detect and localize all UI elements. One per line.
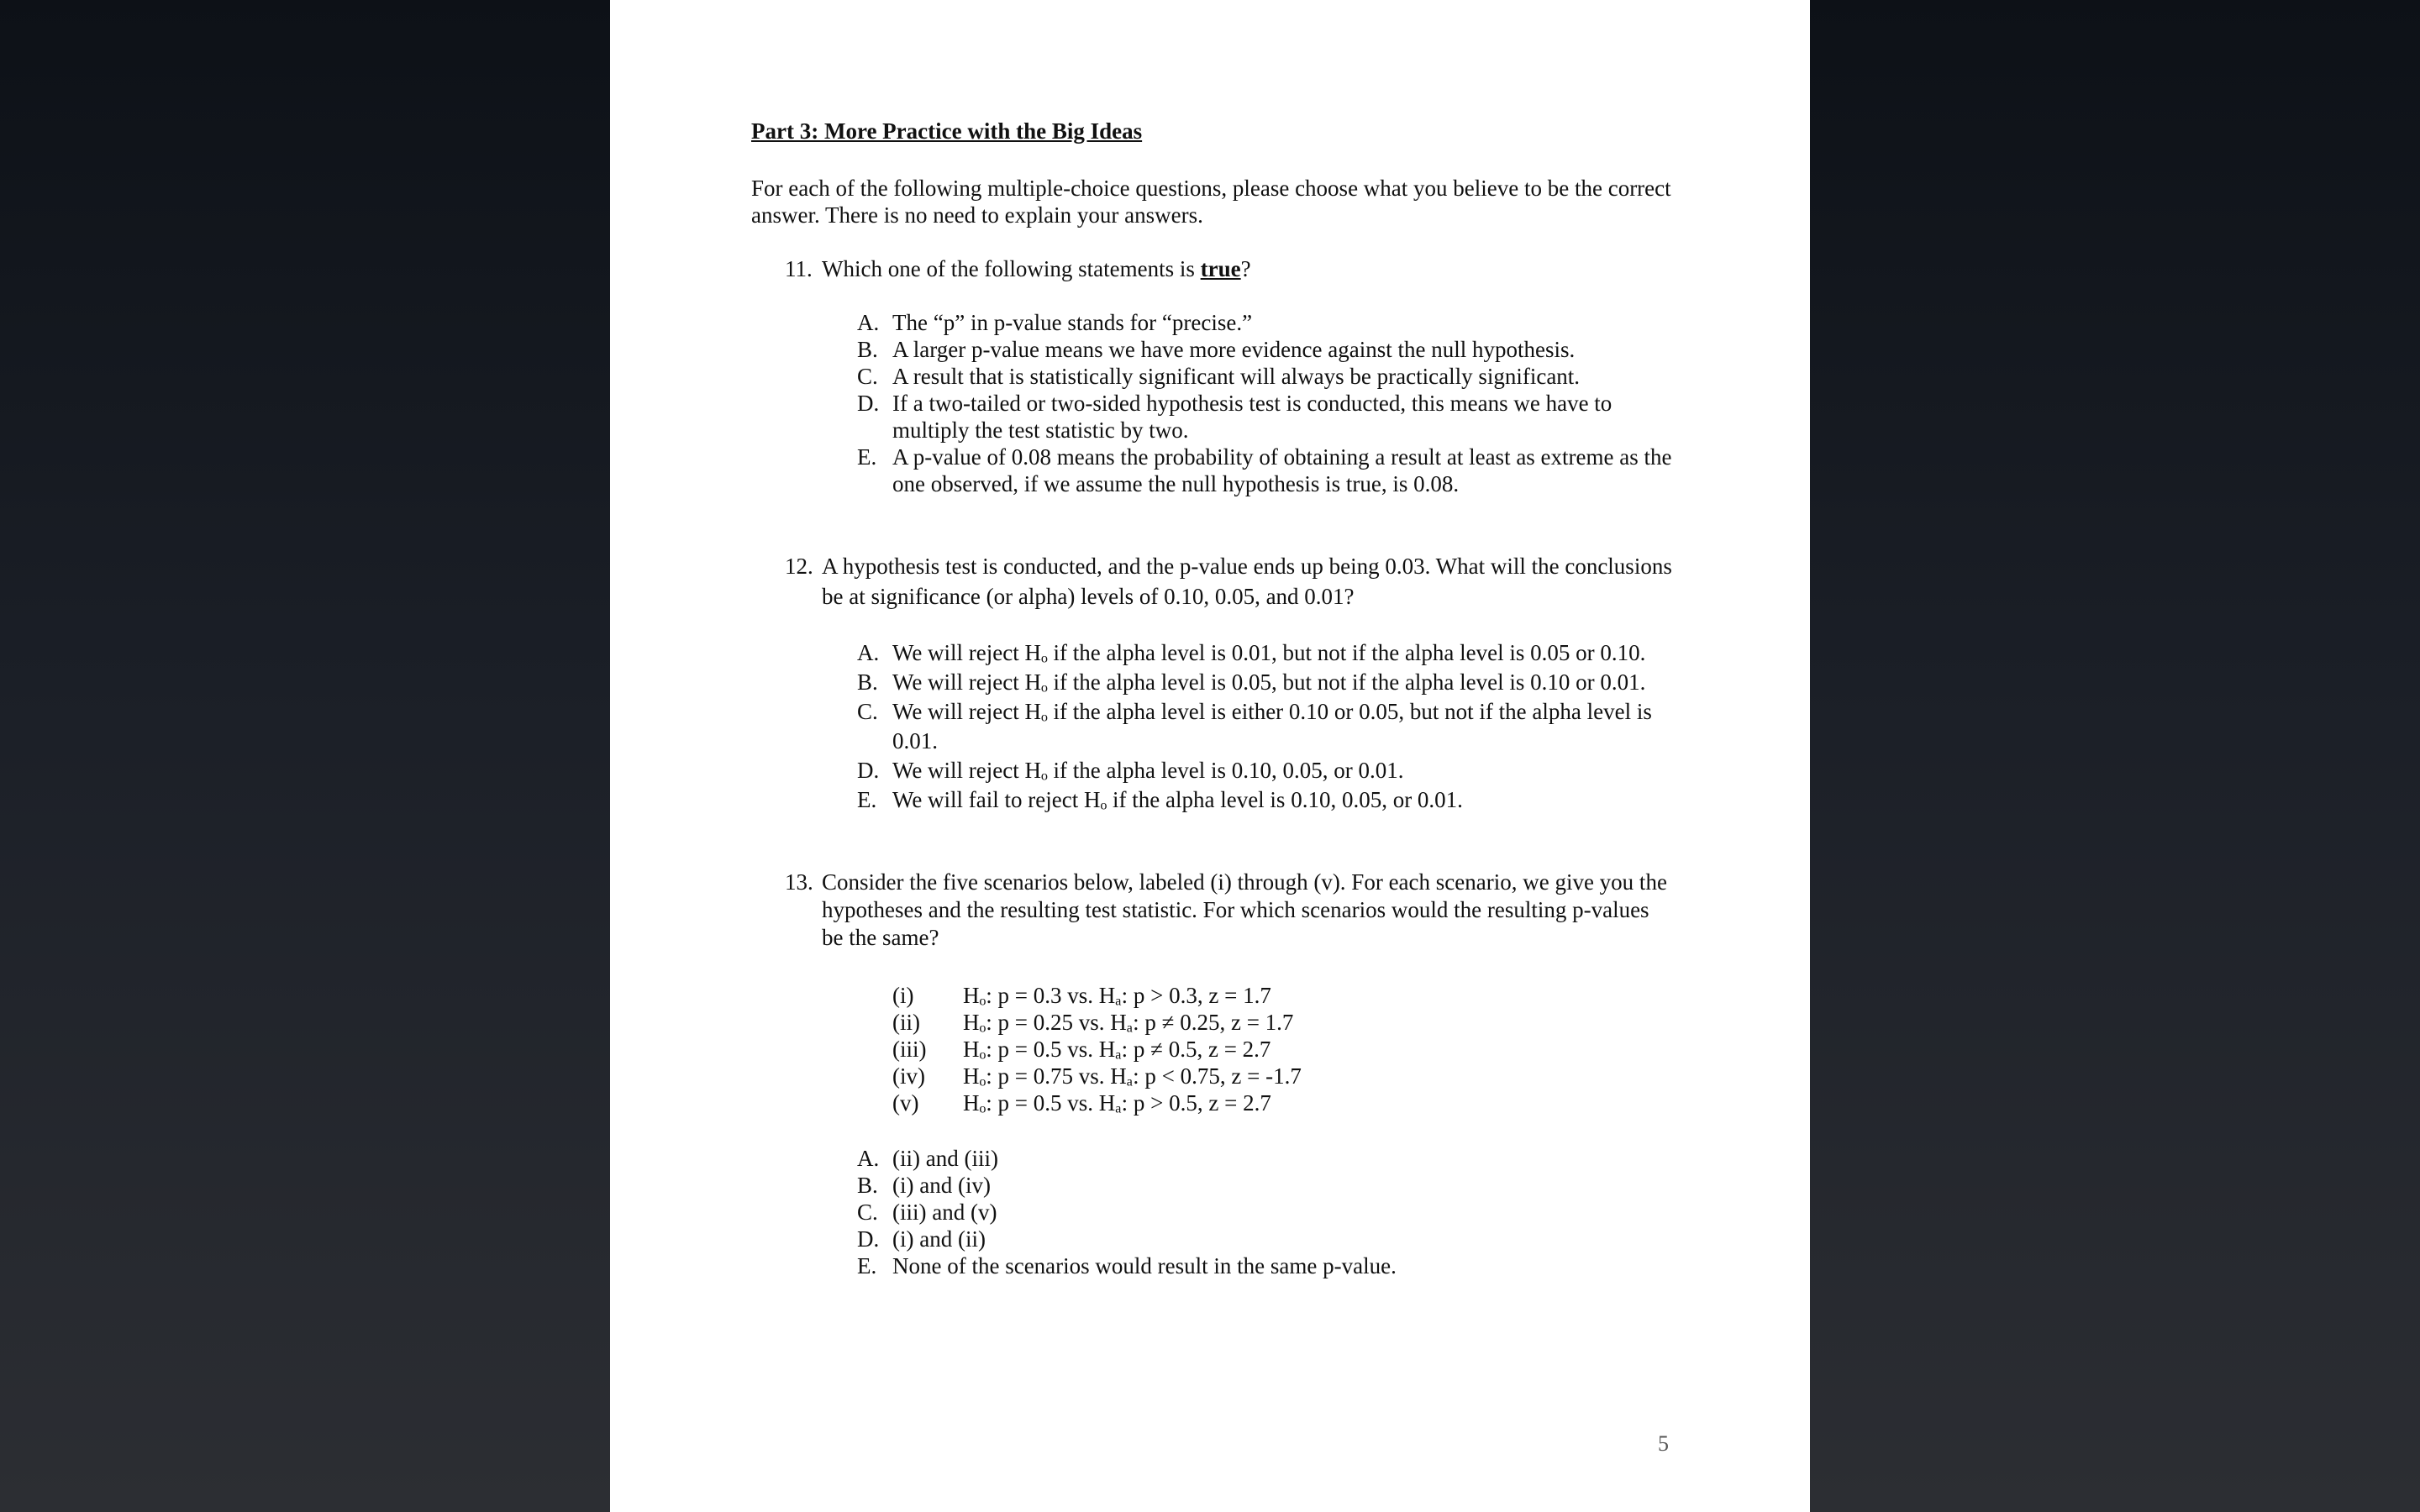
choice-text: (i) and (iv) [892,1173,991,1198]
question-text-post: ? [1240,256,1251,281]
scenario-item [751,1089,1676,1116]
scenario-text: Hₒ: p = 0.3 vs. Hₐ: p > 0.3, z = 1.7 [963,983,1271,1008]
scenario-number: (iii) [892,1037,927,1062]
choice-item [751,390,1676,444]
choice-letter: C. [857,364,878,389]
choice-letter: A. [857,1146,880,1171]
page-number: 5 [1658,1431,1669,1456]
choice-text: (iii) and (v) [892,1200,997,1225]
choice-item [751,1145,1676,1172]
question-text: A hypothesis test is conducted, and the p-value ends up being 0.03. What will the conclusions be at significance (or alpha) levels of 0.10, 0.05, and 0.01? [822,554,1672,609]
question-text-pre: Which one of the following statements is [822,256,1201,281]
intro-paragraph: For each of the following multiple-choice questions, please choose what you believe to be the correct answer. There is no need to explain your answers. [751,176,1671,228]
choice-item [751,638,1676,668]
scenario-text: Hₒ: p = 0.5 vs. Hₐ: p ≠ 0.5, z = 2.7 [963,1037,1271,1062]
choice-text: (ii) and (iii) [892,1146,998,1171]
scenario-item [751,1063,1676,1089]
choice-text: We will reject Hₒ if the alpha level is either 0.10 or 0.05, but not if the alpha level is 0.01. [892,699,1652,753]
choice-letter: D. [857,758,880,783]
choice-text: A p-value of 0.08 means the probability of obtaining a result at least as extreme as the one observed, if we assume the null hypothesis is true, is 0.08. [892,444,1672,496]
choice-item [751,697,1676,756]
scenario-text: Hₒ: p = 0.25 vs. Hₐ: p ≠ 0.25, z = 1.7 [963,1010,1294,1035]
question-number: 12. [785,554,813,579]
choice-item [751,444,1676,497]
choice-letter: C. [857,1200,878,1225]
scenario-item [751,1009,1676,1036]
document-page [610,0,1810,1512]
question-11 [751,255,1676,282]
scenario-number: (ii) [892,1010,920,1035]
choice-letter: B. [857,669,878,695]
question-12-choices [751,638,1676,815]
scenario-number: (i) [892,983,914,1008]
choice-letter: D. [857,391,880,416]
choice-item [751,1252,1676,1279]
choice-letter: E. [857,444,877,470]
choice-letter: E. [857,787,877,812]
question-number: 11. [785,256,813,281]
choice-item [751,668,1676,697]
scenario-item [751,1036,1676,1063]
choice-item [751,1172,1676,1199]
scenario-number: (iv) [892,1063,925,1089]
choice-item [751,1199,1676,1226]
choice-item [751,363,1676,390]
choice-text: If a two-tailed or two-sided hypothesis test is conducted, this means we have to multiply the test statistic by two. [892,391,1612,443]
question-13-choices [751,1145,1676,1279]
choice-item [751,309,1676,336]
question-11-choices [751,309,1676,497]
scenario-text: Hₒ: p = 0.5 vs. Hₐ: p > 0.5, z = 2.7 [963,1090,1271,1116]
question-text: Consider the five scenarios below, labeled (i) through (v). For each scenario, we give you the hypotheses and the resulting test statistic. For which scenarios would the resulting p-values be the same? [822,869,1667,950]
question-emphasis: true [1200,256,1241,281]
choice-text: We will reject Hₒ if the alpha level is 0.10, 0.05, or 0.01. [892,758,1404,783]
choice-letter: E. [857,1253,877,1278]
choice-letter: B. [857,1173,878,1198]
choice-text: We will reject Hₒ if the alpha level is 0.01, but not if the alpha level is 0.05 or 0.10. [892,640,1646,665]
scenario-list [751,982,1676,1116]
choice-text: A larger p-value means we have more evidence against the null hypothesis. [892,337,1576,362]
choice-text: We will reject Hₒ if the alpha level is 0.05, but not if the alpha level is 0.10 or 0.01. [892,669,1646,695]
choice-letter: D. [857,1226,880,1252]
question-13 [751,869,1676,952]
choice-item [751,1226,1676,1252]
choice-text: We will fail to reject Hₒ if the alpha level is 0.10, 0.05, or 0.01. [892,787,1463,812]
choice-item [751,785,1676,815]
choice-letter: A. [857,640,880,665]
choice-letter: A. [857,310,880,335]
choice-text: A result that is statistically significant will always be practically significant. [892,364,1581,389]
choice-text: The “p” in p-value stands for “precise.” [892,310,1253,335]
choice-letter: C. [857,699,878,724]
question-12 [751,551,1676,612]
choice-item [751,756,1676,785]
question-text [822,255,1676,282]
choice-item [751,336,1676,363]
scenario-number: (v) [892,1090,919,1116]
scenario-item [751,982,1676,1009]
choice-text: None of the scenarios would result in the same p-value. [892,1253,1397,1278]
question-number: 13. [785,869,813,895]
choice-text: (i) and (ii) [892,1226,986,1252]
page-content [751,114,1676,1279]
choice-letter: B. [857,337,878,362]
part-title: Part 3: More Practice with the Big Ideas [751,118,1143,144]
scenario-text: Hₒ: p = 0.75 vs. Hₐ: p < 0.75, z = -1.7 [963,1063,1302,1089]
